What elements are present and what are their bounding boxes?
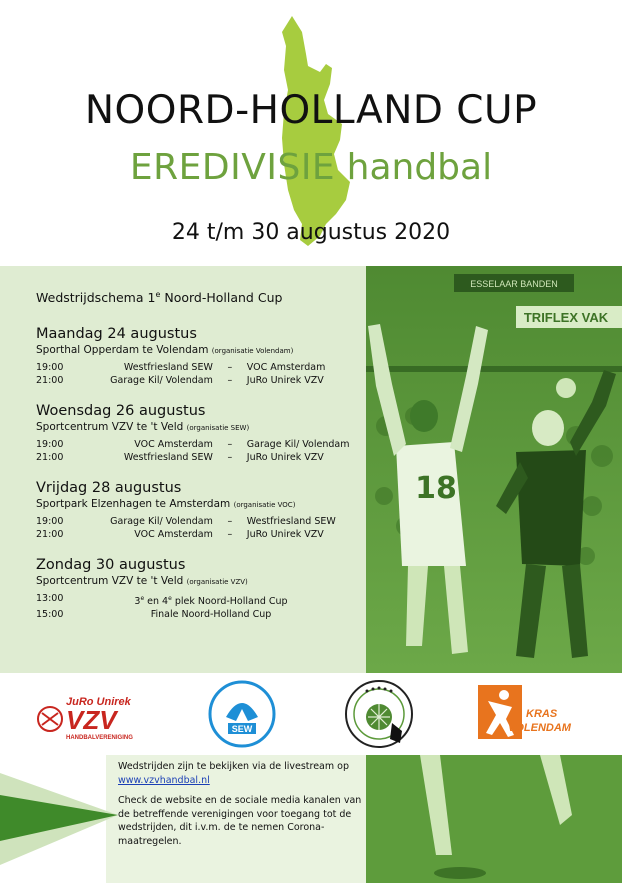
schedule-day <box>36 402 366 464</box>
subtitle-rest: handbal <box>346 147 493 188</box>
venue: Sportcentrum VZV te 't Veld (organisatie VZV) <box>36 575 248 588</box>
schedule-heading: Wedstrijdschema 1e Noord-Holland Cup <box>36 290 283 306</box>
venue: Sportpark Elzenhagen te Amsterdam (organisatie VOC) <box>36 498 296 511</box>
svg-text:VOLENDAM: VOLENDAM <box>508 722 571 734</box>
schedule-day <box>36 325 366 387</box>
website-link[interactable]: www.vzvhandbal.nl <box>118 774 210 786</box>
kras-volendam-logo-icon <box>478 685 582 743</box>
organizer: (organisatie Volendam) <box>211 347 294 356</box>
organizer: (organisatie VZV) <box>186 578 248 587</box>
venue: Sportcentrum VZV te 't Veld (organisatie SEW) <box>36 421 250 434</box>
jersey-number: 18 <box>415 471 457 506</box>
info-corona-note: Check de website en de sociale media kanalen van de betreffende verenigingen voor toegang tot de wedstrijden, dit i.v.m. de te nemen Corona-maatregelen. <box>118 795 362 847</box>
sew-logo-icon <box>208 679 276 749</box>
day-title: Maandag 24 augustus <box>36 326 197 343</box>
match-row: 19:00 VOC Amsterdam – Garage Kil/ Volendam <box>36 439 350 451</box>
organizer: (organisatie SEW) <box>186 424 250 433</box>
svg-text:KRAS: KRAS <box>526 708 558 720</box>
match-schedule <box>36 290 366 636</box>
subtitle-caps: EREDIVISIE <box>129 147 336 188</box>
photo-sign-text: TRIFLEX VAK <box>523 310 609 325</box>
schedule-day <box>36 479 366 541</box>
svg-text:JuRo Unirek: JuRo Unirek <box>66 696 131 708</box>
handball-photo-illustration <box>366 266 622 673</box>
day-title: Vrijdag 28 augustus <box>36 480 182 497</box>
livestream-info <box>118 760 366 855</box>
day-title: Woensdag 26 augustus <box>36 403 206 420</box>
final-row: 15:00 Finale Noord-Holland Cup <box>36 609 272 621</box>
organizer: (organisatie VOC) <box>233 501 296 510</box>
venue: Sporthal Opperdam te Volendam (organisatie Volendam) <box>36 344 294 357</box>
page-title: NOORD-HOLLAND CUP <box>84 88 538 133</box>
day-title: Zondag 30 augustus <box>36 557 186 574</box>
final-row: 13:00 3e en 4e plek Noord-Holland Cup <box>36 593 288 608</box>
match-row: 19:00 Garage Kil/ Volendam – Westfriesland SEW <box>36 516 336 528</box>
event-dates: 24 t/m 30 augustus 2020 <box>171 220 451 245</box>
match-row: 21:00 Westfriesland SEW – JuRo Unirek VZV <box>36 452 324 464</box>
handball-photo <box>366 266 622 673</box>
svg-text:VZV: VZV <box>66 705 117 735</box>
sponsor-logos <box>0 673 622 755</box>
vzv-logo-icon <box>36 693 148 741</box>
page-subtitle <box>0 147 622 188</box>
svg-text:SEW: SEW <box>231 724 253 734</box>
photo-banner-text: ESSELAAR BANDEN <box>470 279 558 289</box>
svg-text:HANDBALVERENIGING: HANDBALVERENIGING <box>66 735 133 741</box>
schedule-day <box>36 556 366 621</box>
info-line1: Wedstrijden zijn te bekijken via de livestream op <box>118 761 349 772</box>
match-row: 19:00 Westfriesland SEW – VOC Amsterdam <box>36 362 326 374</box>
match-row: 21:00 Garage Kil/ Volendam – JuRo Unirek VZV <box>36 375 324 387</box>
match-row: 21:00 VOC Amsterdam – JuRo Unirek VZV <box>36 529 324 541</box>
voc-logo-icon <box>344 679 414 749</box>
